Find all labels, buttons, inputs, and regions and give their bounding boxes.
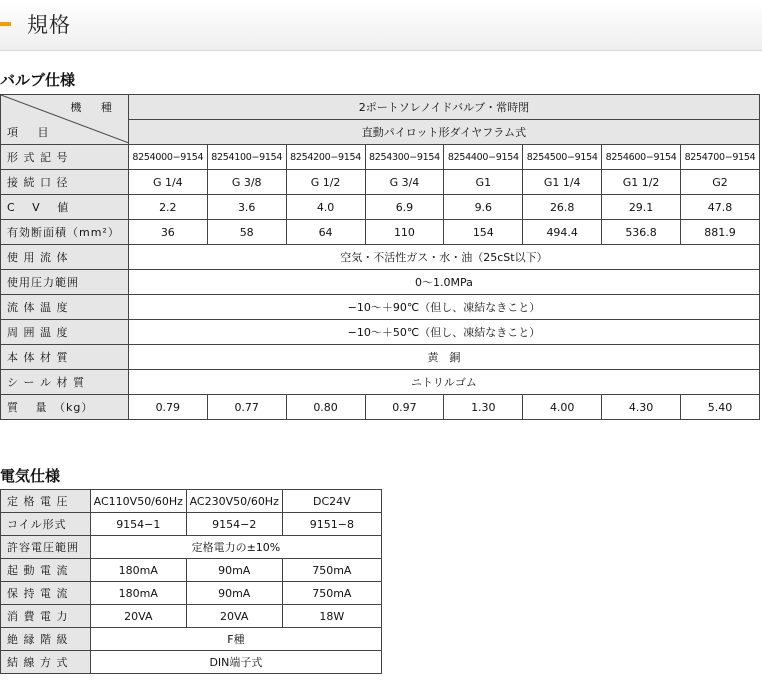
valve-cell: 29.1 — [602, 195, 681, 220]
valve-cell: 4.00 — [523, 395, 602, 420]
valve-spec-table — [0, 94, 760, 420]
section-header — [0, 0, 762, 51]
valve-cell: G2 — [681, 170, 760, 195]
valve-row — [1, 195, 760, 220]
valve-cell: 36 — [128, 220, 207, 245]
valve-cell: G1 1/4 — [523, 170, 602, 195]
valve-span-value: 黄 銅 — [128, 345, 759, 370]
valve-span-value: −10〜＋50℃（但し、凍結なきこと） — [128, 320, 759, 345]
valve-row-label: 有効断面積（mm²） — [1, 220, 129, 245]
electric-row-label: 結 線 方 式 — [1, 651, 91, 674]
electric-cell: 9154−1 — [90, 513, 186, 536]
valve-cell: 4.0 — [286, 195, 365, 220]
valve-row — [1, 370, 760, 395]
valve-row-label: 接 続 口 径 — [1, 170, 129, 195]
valve-cell: 881.9 — [681, 220, 760, 245]
electric-row — [1, 513, 382, 536]
electric-cell: 180mA — [90, 582, 186, 605]
electric-row — [1, 582, 382, 605]
valve-cell: 0.80 — [286, 395, 365, 420]
valve-row — [1, 170, 760, 195]
valve-cell: 8254300−9154 — [365, 145, 444, 170]
valve-cell: 47.8 — [681, 195, 760, 220]
electric-cell: 90mA — [186, 559, 282, 582]
valve-row — [1, 345, 760, 370]
valve-row-label: 使用圧力範囲 — [1, 270, 129, 295]
valve-row-label: 周 囲 温 度 — [1, 320, 129, 345]
valve-cell: 1.30 — [444, 395, 523, 420]
valve-cell: 8254200−9154 — [286, 145, 365, 170]
electric-row — [1, 490, 382, 513]
valve-cell: 110 — [365, 220, 444, 245]
corner-top-label: 機 種 — [70, 101, 120, 114]
electric-row-label: 許容電圧範囲 — [1, 536, 91, 559]
valve-cell: 58 — [207, 220, 286, 245]
electric-row-label: 起 動 電 流 — [1, 559, 91, 582]
electric-cell: 9151−8 — [282, 513, 381, 536]
corner-header — [1, 95, 129, 145]
valve-cell: 8254500−9154 — [523, 145, 602, 170]
accent-bar — [0, 22, 11, 26]
valve-cell: G1 1/2 — [602, 170, 681, 195]
valve-cell: 536.8 — [602, 220, 681, 245]
valve-cell: 9.6 — [444, 195, 523, 220]
valve-cell: 8254100−9154 — [207, 145, 286, 170]
valve-cell: 4.30 — [602, 395, 681, 420]
electric-table-title: 電気仕様 — [0, 467, 61, 485]
valve-row-label: 形 式 記 号 — [1, 145, 129, 170]
valve-cell: G1 — [444, 170, 523, 195]
valve-span-value: 0〜1.0MPa — [128, 270, 759, 295]
valve-cell: 8254400−9154 — [444, 145, 523, 170]
electric-cell: 180mA — [90, 559, 186, 582]
valve-cell: G 1/2 — [286, 170, 365, 195]
valve-cell: 0.79 — [128, 395, 207, 420]
electric-spec-table — [0, 489, 382, 674]
valve-cell: 494.4 — [523, 220, 602, 245]
valve-row-label: 流 体 温 度 — [1, 295, 129, 320]
corner-bottom-label: 項 目 — [7, 126, 57, 139]
valve-type-main: 2ポートソレノイドバルブ・常時閉 — [128, 95, 759, 120]
valve-cell: 0.97 — [365, 395, 444, 420]
electric-cell: AC230V50/60Hz — [186, 490, 282, 513]
valve-row-label: 質 量 （kg） — [1, 395, 129, 420]
electric-cell: 750mA — [282, 559, 381, 582]
electric-row-label: コイル形式 — [1, 513, 91, 536]
electric-row-label: 消 費 電 力 — [1, 605, 91, 628]
valve-row — [1, 295, 760, 320]
valve-row — [1, 270, 760, 295]
electric-cell: 90mA — [186, 582, 282, 605]
electric-row — [1, 536, 382, 559]
valve-span-value: ニトリルゴム — [128, 370, 759, 395]
valve-cell: 26.8 — [523, 195, 602, 220]
electric-cell: 750mA — [282, 582, 381, 605]
electric-row — [1, 559, 382, 582]
electric-cell: 9154−2 — [186, 513, 282, 536]
electric-row-label: 保 持 電 流 — [1, 582, 91, 605]
section-title: 規格 — [27, 13, 71, 37]
valve-cell: G 3/8 — [207, 170, 286, 195]
valve-row — [1, 145, 760, 170]
valve-row-label: 本 体 材 質 — [1, 345, 129, 370]
valve-cell: 64 — [286, 220, 365, 245]
electric-row — [1, 605, 382, 628]
valve-row-label: 使 用 流 体 — [1, 245, 129, 270]
electric-cell: 20VA — [90, 605, 186, 628]
electric-span-value: F種 — [90, 628, 381, 651]
valve-row-label: C V 値 — [1, 195, 129, 220]
electric-row-label: 定 格 電 圧 — [1, 490, 91, 513]
electric-cell: 20VA — [186, 605, 282, 628]
valve-cell: G 3/4 — [365, 170, 444, 195]
electric-cell: 18W — [282, 605, 381, 628]
valve-cell: 2.2 — [128, 195, 207, 220]
valve-cell: 154 — [444, 220, 523, 245]
valve-cell: 5.40 — [681, 395, 760, 420]
valve-type-sub: 直動パイロット形ダイヤフラム式 — [128, 120, 759, 145]
valve-cell: 8254700−9154 — [681, 145, 760, 170]
valve-cell: 0.77 — [207, 395, 286, 420]
valve-cell: 8254600−9154 — [602, 145, 681, 170]
electric-row-label: 絶 縁 階 級 — [1, 628, 91, 651]
valve-cell: 8254000−9154 — [128, 145, 207, 170]
valve-cell: 3.6 — [207, 195, 286, 220]
electric-span-value: DIN端子式 — [90, 651, 381, 674]
valve-cell: G 1/4 — [128, 170, 207, 195]
electric-span-value: 定格電力の±10% — [90, 536, 381, 559]
valve-span-value: 空気・不活性ガス・水・油（25cSt以下） — [128, 245, 759, 270]
valve-table-title: バルブ仕様 — [0, 71, 76, 89]
valve-row — [1, 245, 760, 270]
valve-row — [1, 220, 760, 245]
electric-row — [1, 651, 382, 674]
electric-cell: DC24V — [282, 490, 381, 513]
valve-cell: 6.9 — [365, 195, 444, 220]
electric-row — [1, 628, 382, 651]
valve-row-label: シ ー ル 材 質 — [1, 370, 129, 395]
electric-cell: AC110V50/60Hz — [90, 490, 186, 513]
valve-row — [1, 395, 760, 420]
valve-row — [1, 320, 760, 345]
valve-span-value: −10〜＋90℃（但し、凍結なきこと） — [128, 295, 759, 320]
